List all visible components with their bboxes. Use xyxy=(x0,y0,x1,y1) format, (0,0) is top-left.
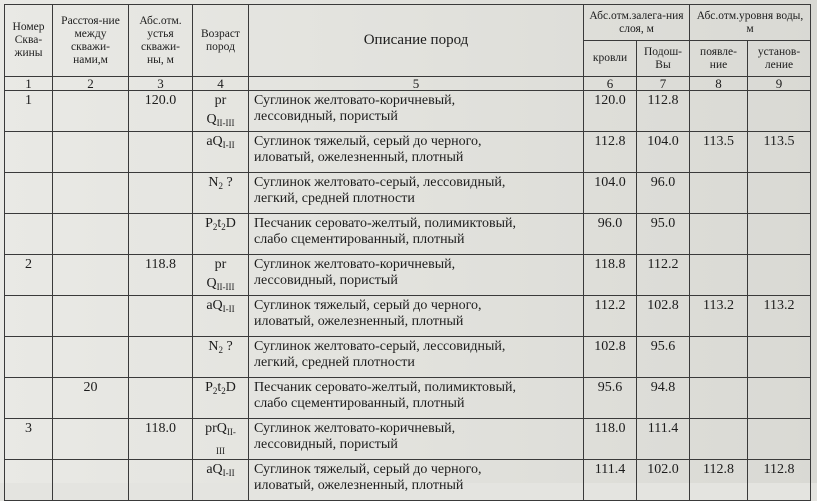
age-subscript: I-II xyxy=(222,468,235,478)
description-line: Суглинок желтовато-коричневый, xyxy=(254,421,456,436)
bottom-cell: 96.0 xyxy=(637,173,690,214)
age-cell xyxy=(193,173,249,214)
water-establish-cell xyxy=(748,337,811,378)
description-cell xyxy=(249,173,584,214)
age-suffix: D xyxy=(225,380,236,395)
description-line: лессовидный, пористый xyxy=(254,437,398,452)
distance-cell xyxy=(53,337,129,378)
table-row xyxy=(5,337,811,378)
water-establish-cell: 112.8 xyxy=(748,460,811,501)
age-cell xyxy=(193,460,249,501)
well-number-cell xyxy=(5,296,53,337)
table-row xyxy=(5,214,811,255)
column-number: 8 xyxy=(690,77,748,91)
header-establishment: установ-ление xyxy=(748,41,811,77)
header-roof: кровли xyxy=(584,41,637,77)
age-subscript: 2 xyxy=(212,222,218,232)
bottom-cell: 95.0 xyxy=(637,214,690,255)
age-subscript-line2: II-III xyxy=(216,118,235,128)
age-code: prQ xyxy=(205,421,227,436)
age-code: pr xyxy=(214,93,227,108)
abs-mouth-cell xyxy=(129,378,193,419)
age-code: aQ xyxy=(206,134,223,149)
description-cell xyxy=(249,378,584,419)
water-establish-cell xyxy=(748,91,811,132)
well-number-cell xyxy=(5,132,53,173)
bottom-cell: 102.8 xyxy=(637,296,690,337)
roof-cell: 112.8 xyxy=(584,132,637,173)
age-subscript-line2: II-III xyxy=(216,282,235,292)
column-number: 3 xyxy=(129,77,193,91)
age-subscript-mid: 2 xyxy=(221,386,226,396)
age-subscript: 2 xyxy=(212,386,218,396)
description-cell xyxy=(249,337,584,378)
abs-mouth-cell xyxy=(129,132,193,173)
water-establish-cell xyxy=(748,419,811,460)
column-number: 5 xyxy=(249,77,584,91)
roof-cell: 104.0 xyxy=(584,173,637,214)
water-appear-cell xyxy=(690,173,748,214)
well-number-cell xyxy=(5,378,53,419)
water-establish-cell: 113.2 xyxy=(748,296,811,337)
age-subscript: 2 xyxy=(218,345,223,355)
water-appear-cell: 113.5 xyxy=(690,132,748,173)
age-cell xyxy=(193,91,249,132)
description-cell xyxy=(249,91,584,132)
bottom-cell: 94.8 xyxy=(637,378,690,419)
header-layer-group: Абс.отм.залега-ния слоя, м xyxy=(584,5,690,41)
table-row xyxy=(5,132,811,173)
age-code-line2: Q xyxy=(206,112,217,127)
description-line: лессовидный, пористый xyxy=(254,109,398,124)
distance-cell xyxy=(53,255,129,296)
abs-mouth-cell xyxy=(129,460,193,501)
column-number: 9 xyxy=(748,77,811,91)
bottom-cell: 102.0 xyxy=(637,460,690,501)
water-appear-cell: 112.8 xyxy=(690,460,748,501)
description-line: легкий, средней плотности xyxy=(254,191,415,206)
age-cell xyxy=(193,419,249,460)
water-establish-cell: 113.5 xyxy=(748,132,811,173)
distance-cell xyxy=(53,419,129,460)
distance-cell xyxy=(53,214,129,255)
description-line: Суглинок желтовато-серый, лессовидный, xyxy=(254,339,506,354)
bottom-cell: 112.2 xyxy=(637,255,690,296)
roof-cell: 118.0 xyxy=(584,419,637,460)
description-line: иловатый, ожелезненный, плотный xyxy=(254,150,464,165)
column-number: 2 xyxy=(53,77,129,91)
description-line: Суглинок тяжелый, серый до черного, xyxy=(254,134,482,149)
header-appearance: появле-ние xyxy=(690,41,748,77)
water-establish-cell xyxy=(748,173,811,214)
age-cell xyxy=(193,214,249,255)
roof-cell: 120.0 xyxy=(584,91,637,132)
bottom-cell: 111.4 xyxy=(637,419,690,460)
well-number-cell xyxy=(5,460,53,501)
table-row xyxy=(5,378,811,419)
age-cell xyxy=(193,132,249,173)
age-code: aQ xyxy=(206,462,223,477)
table-row xyxy=(5,296,811,337)
age-cell xyxy=(193,255,249,296)
abs-mouth-cell: 118.8 xyxy=(129,255,193,296)
age-subscript: I-II xyxy=(222,304,235,314)
description-line: Суглинок тяжелый, серый до черного, xyxy=(254,462,482,477)
description-line: Суглинок желтовато-серый, лессовидный, xyxy=(254,175,506,190)
column-number: 6 xyxy=(584,77,637,91)
description-line: Песчаник серовато-желтый, полимиктовый, xyxy=(254,380,517,395)
geology-table xyxy=(4,4,811,501)
roof-cell: 95.6 xyxy=(584,378,637,419)
water-appear-cell xyxy=(690,419,748,460)
age-code: N xyxy=(208,175,219,190)
table-row xyxy=(5,255,811,296)
age-subscript-line2: III xyxy=(216,446,225,456)
description-line: иловатый, ожелезненный, плотный xyxy=(254,478,464,493)
description-line: слабо сцементированный, плотный xyxy=(254,232,465,247)
distance-cell xyxy=(53,460,129,501)
roof-cell: 96.0 xyxy=(584,214,637,255)
water-appear-cell xyxy=(690,91,748,132)
abs-mouth-cell xyxy=(129,337,193,378)
age-code: pr xyxy=(214,257,227,272)
column-number: 1 xyxy=(5,77,53,91)
roof-cell: 102.8 xyxy=(584,337,637,378)
water-appear-cell xyxy=(690,255,748,296)
description-line: Суглинок желтовато-коричневый, xyxy=(254,257,456,272)
table-row xyxy=(5,173,811,214)
distance-cell: 20 xyxy=(53,378,129,419)
description-line: Суглинок тяжелый, серый до черного, xyxy=(254,298,482,313)
water-establish-cell xyxy=(748,214,811,255)
age-code: aQ xyxy=(206,298,223,313)
age-subscript: II- xyxy=(226,427,236,437)
roof-cell: 111.4 xyxy=(584,460,637,501)
distance-cell xyxy=(53,173,129,214)
well-number-cell: 2 xyxy=(5,255,53,296)
bottom-cell: 95.6 xyxy=(637,337,690,378)
roof-cell: 118.8 xyxy=(584,255,637,296)
table-row xyxy=(5,419,811,460)
description-line: Суглинок желтовато-коричневый, xyxy=(254,93,456,108)
column-number-row xyxy=(5,77,811,91)
distance-cell xyxy=(53,132,129,173)
age-subscript-mid: 2 xyxy=(221,222,226,232)
distance-cell xyxy=(53,91,129,132)
water-appear-cell xyxy=(690,378,748,419)
distance-cell xyxy=(53,296,129,337)
abs-mouth-cell xyxy=(129,296,193,337)
header-abs-mouth: Абс.отм. устья скважи-ны, м xyxy=(129,5,193,77)
water-appear-cell xyxy=(690,214,748,255)
header-distance: Расстоя-ние между скважи-нами,м xyxy=(53,5,129,77)
bottom-cell: 112.8 xyxy=(637,91,690,132)
age-subscript: I-II xyxy=(222,140,235,150)
table-row xyxy=(5,460,811,501)
description-cell xyxy=(249,460,584,501)
bottom-cell: 104.0 xyxy=(637,132,690,173)
roof-cell: 112.2 xyxy=(584,296,637,337)
description-line: лессовидный, пористый xyxy=(254,273,398,288)
age-code-line2: Q xyxy=(206,276,217,291)
age-suffix: ? xyxy=(222,339,233,354)
age-subscript: 2 xyxy=(218,181,223,191)
age-suffix: D xyxy=(225,216,236,231)
well-number-cell xyxy=(5,173,53,214)
age-cell xyxy=(193,296,249,337)
description-cell xyxy=(249,132,584,173)
age-code-mid: t xyxy=(217,380,222,395)
header-age: Возраст пород xyxy=(193,5,249,77)
well-number-cell xyxy=(5,214,53,255)
description-cell xyxy=(249,255,584,296)
water-establish-cell xyxy=(748,255,811,296)
water-appear-cell: 113.2 xyxy=(690,296,748,337)
age-code-mid: t xyxy=(217,216,222,231)
abs-mouth-cell xyxy=(129,173,193,214)
description-line: легкий, средней плотности xyxy=(254,355,415,370)
age-cell xyxy=(193,337,249,378)
header-bottom: Подош-Вы xyxy=(637,41,690,77)
header-water-group: Абс.отм.уровня воды, м xyxy=(690,5,811,41)
column-number: 7 xyxy=(637,77,690,91)
abs-mouth-cell: 120.0 xyxy=(129,91,193,132)
description-cell xyxy=(249,214,584,255)
header-description: Описание пород xyxy=(249,5,584,77)
column-number: 4 xyxy=(193,77,249,91)
description-cell xyxy=(249,419,584,460)
description-line: иловатый, ожелезненный, плотный xyxy=(254,314,464,329)
water-appear-cell xyxy=(690,337,748,378)
water-establish-cell xyxy=(748,378,811,419)
age-code: P xyxy=(205,380,213,395)
age-code: N xyxy=(208,339,219,354)
description-line: слабо сцементированный, плотный xyxy=(254,396,465,411)
age-code: P xyxy=(205,216,213,231)
table-row xyxy=(5,91,811,132)
age-cell xyxy=(193,378,249,419)
description-cell xyxy=(249,296,584,337)
well-number-cell: 3 xyxy=(5,419,53,460)
age-suffix: ? xyxy=(222,175,233,190)
description-line: Песчаник серовато-желтый, полимиктовый, xyxy=(254,216,517,231)
abs-mouth-cell: 118.0 xyxy=(129,419,193,460)
header-well-no: Номер Сква-жины xyxy=(5,5,53,77)
well-number-cell: 1 xyxy=(5,91,53,132)
abs-mouth-cell xyxy=(129,214,193,255)
well-number-cell xyxy=(5,337,53,378)
